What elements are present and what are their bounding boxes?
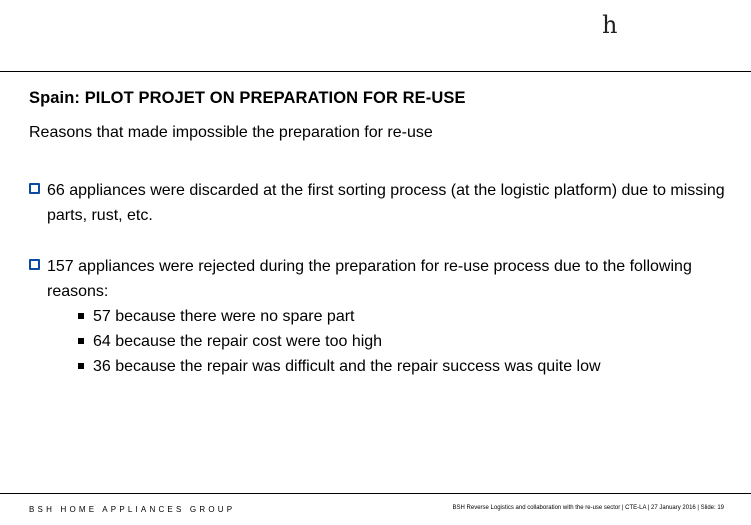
- checkbox-bullet-icon: [29, 183, 40, 194]
- bullet-item: [29, 178, 729, 228]
- footer-divider: [0, 493, 751, 494]
- reason-item: [78, 354, 729, 379]
- reason-item: [78, 329, 729, 354]
- bullet-item: [29, 254, 729, 379]
- square-bullet-icon: [78, 338, 84, 344]
- bullet-text: 66 appliances were discarded at the first sorting process (at the logistic platform) due to missing parts, rust, etc.: [47, 182, 725, 224]
- bullet-text: 157 appliances were rejected during the preparation for re-use process due to the following reasons:: [47, 258, 692, 300]
- reason-item: [78, 304, 729, 329]
- footer-slide-info: BSH Reverse Logistics and collaboration with the re-use sector | CTE-LA | 27 January 2016 | Slide: 19: [452, 505, 724, 511]
- square-bullet-icon: [78, 313, 84, 319]
- checkbox-bullet-icon: [29, 259, 40, 270]
- reason-list: [29, 304, 729, 379]
- slide-title: Spain: PILOT PROJET ON PREPARATION FOR RE-USE: [29, 89, 466, 107]
- brand-logo: h: [602, 11, 618, 39]
- footer-company: BSH HOME APPLIANCES GROUP: [29, 505, 236, 514]
- slide-subtitle: Reasons that made impossible the preparation for re-use: [29, 124, 433, 141]
- reason-text: 57 because there were no spare part: [93, 308, 355, 325]
- header-divider: [0, 71, 751, 72]
- reason-text: 36 because the repair was difficult and the repair success was quite low: [93, 358, 601, 375]
- square-bullet-icon: [78, 363, 84, 369]
- reason-text: 64 because the repair cost were too high: [93, 333, 383, 350]
